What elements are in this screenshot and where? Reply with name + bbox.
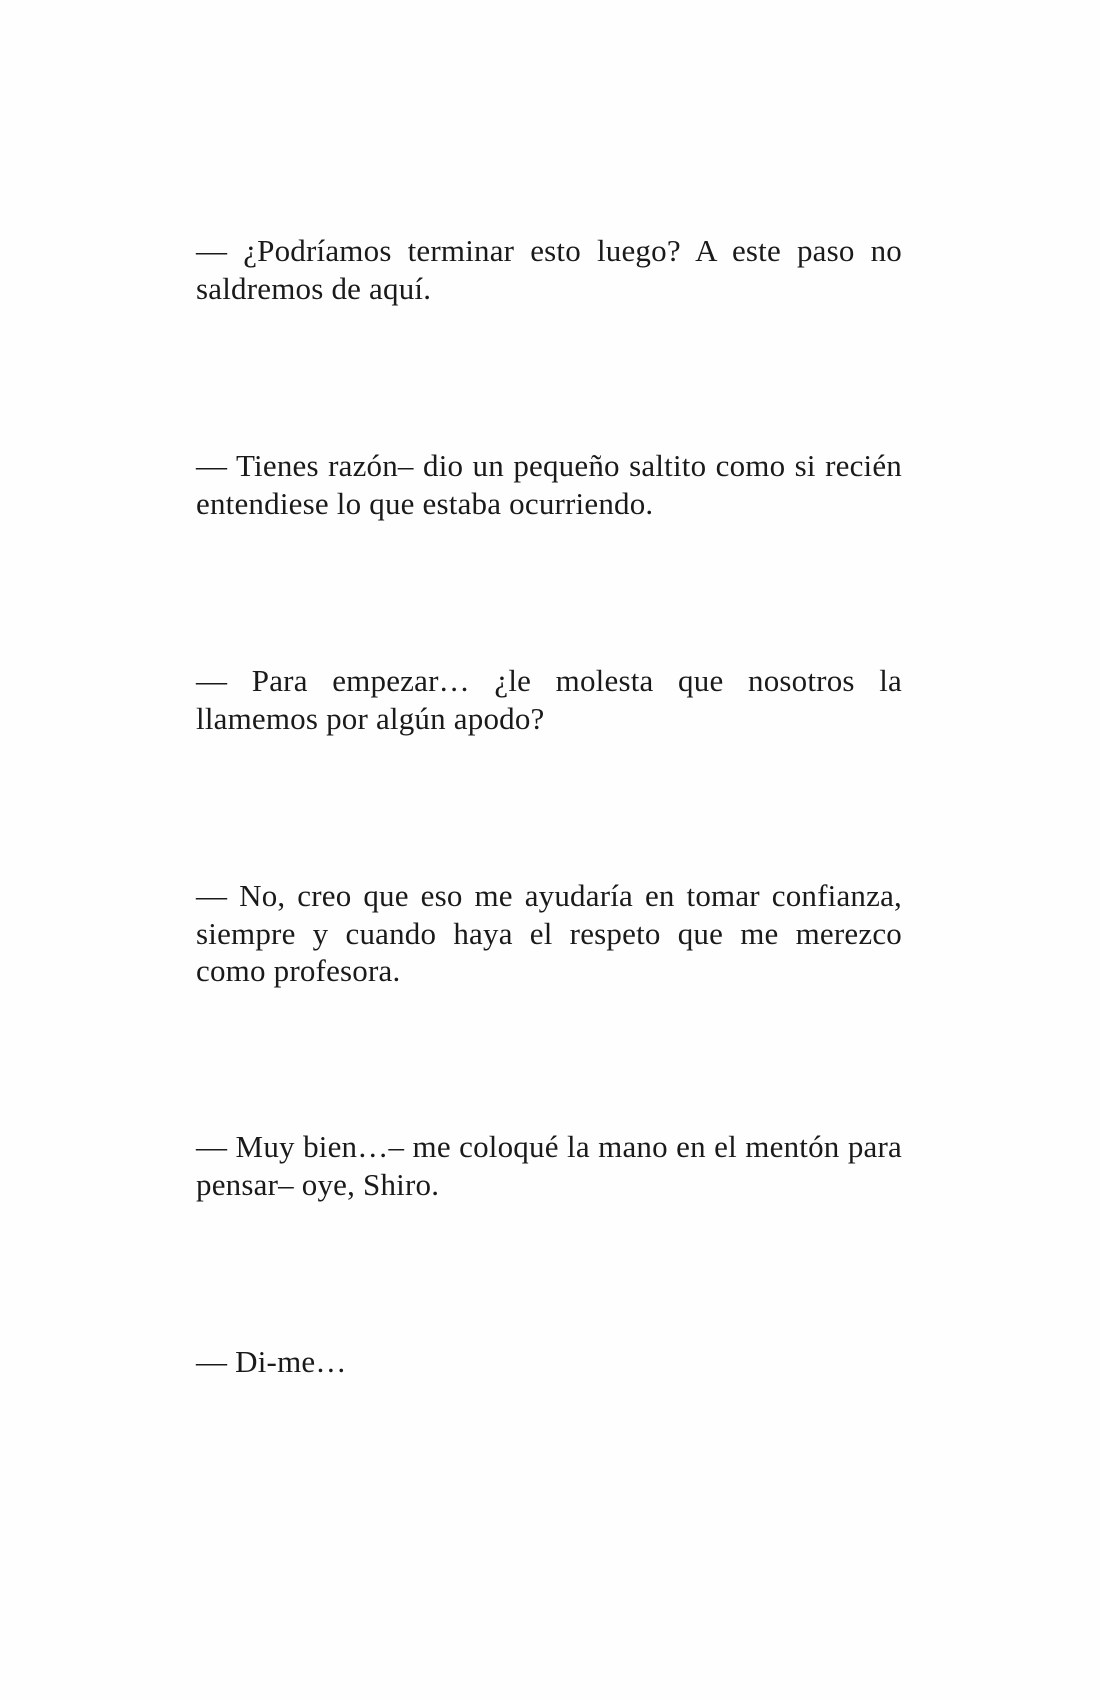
dialogue-paragraph: — No, creo que eso me ayudaría en tomar confianza, siempre y cuando haya el respeto que me merezco como profesora. bbox=[196, 878, 902, 988]
dialogue-paragraph: — Para empezar… ¿le molesta que nosotros la llamemos por algún apodo? bbox=[196, 663, 902, 736]
dialogue-paragraph: — Di-me… bbox=[196, 1344, 347, 1379]
dialogue-paragraph: — ¿Podríamos terminar esto luego? A este paso no saldremos de aquí. bbox=[196, 233, 902, 306]
dialogue-paragraph: — Muy bien…– me coloqué la mano en el mentón para pensar– oye, Shiro. bbox=[196, 1129, 902, 1202]
dialogue-paragraph: — Tienes razón– dio un pequeño saltito como si recién entendiese lo que estaba ocurriendo. bbox=[196, 448, 902, 521]
